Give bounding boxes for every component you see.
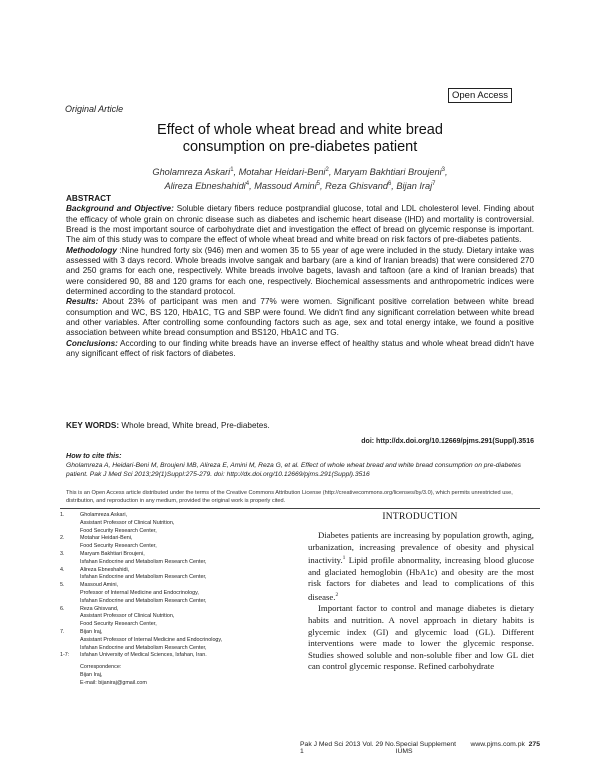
title-line-1: Effect of whole wheat bread and white bread [157, 122, 443, 138]
affiliation-line: Isfahan Endocrine and Metabolism Research Center, [80, 558, 207, 565]
background-text: Soluble dietary fibers reduce postprandial glucose, total and LDL cholesterol level. Finding about the efficacy of whole grain on chronic disease such as diabetes and ischemic heart disease (IHD) and mortality is controversial. Bread is the most important source of carbohydrate diet and investigation the effect of bread on glycemic response is important. The aim of this study was to compare the effect of whole wheat bread and white bread on risk factors of pre-diabetes patients. [66, 204, 534, 245]
author-name: Gholamreza Askari [152, 167, 231, 178]
author-affil-ref: 2 [325, 167, 329, 173]
affiliation-item [60, 606, 286, 629]
affiliation-line: Maryam Bakhtiari Broujeni, [80, 550, 145, 557]
affiliation-line: Bijan Iraj, [80, 628, 103, 635]
affiliation-line: Alireza Ebneshahidi, [80, 566, 130, 573]
author-name: Massoud Amini [254, 181, 317, 192]
abstract-results [66, 297, 534, 338]
correspondence-name: Bijan Iraj, [80, 671, 103, 678]
affiliation-item [60, 567, 286, 583]
affiliation-number: 1. [60, 512, 65, 518]
affiliation-line: Isfahan Endocrine and Metabolism Research Center, [80, 644, 207, 651]
background-label: Background and Objective: [66, 204, 174, 214]
intro-paragraph-2: Important factor to control and manage diabetes is dietary habits and nutrition. A novel approach in dietary habits is glycemic index (GI) and glycemic load (GL). Different interventions were made to lower the glycemic response. Studies showed soluble and non-soluble fiber and low GL diet can control glycemic response. Refined carbohydrate [308, 603, 534, 672]
affiliation-number: 7. [60, 628, 65, 635]
affiliation-number: 4. [60, 566, 65, 573]
methodology-text: :Nine hundred forty six (946) men and women 35 to 55 year of age were included in the study. Dietary intake was assessed with 3 days record. Whole breads involve sangak and barbary (are a kind of Iranian breads) that were considered 270 and 250 grams for each one, respectively. White breads involve bagets, lavash and taftoon (are a kind of Iranian breads) that were considered 90, 88 and 120 grams for each one, respectively. Biochemical assessments and anthropometric indices were determined according to the standard protocol. [66, 245, 534, 297]
author-name: Alireza Ebneshahidi [164, 181, 246, 192]
section-divider [60, 508, 540, 509]
affiliation-lines [80, 567, 206, 583]
affiliations [60, 512, 286, 688]
correspondence-email[interactable]: E-mail: bijaniraj@gmail.com [80, 679, 147, 686]
citation-text: Gholamreza A, Heidari-Beni M, Broujeni MB, Alireza E, Amini M, Reza G, et al. Effect of whole wheat bread and white bread consumption on pre-diabetes patient. Pak J Med Sci 2013;29(1)Suppl:275-279. doi: http://dx.doi.org/10.12669/pjms.291(Suppl).3516 [66, 462, 521, 478]
affiliation-line: Food Security Research Center, [80, 543, 157, 550]
affiliation-item [60, 582, 286, 605]
author-name: Motahar Heidari-Beni [238, 167, 326, 178]
affiliation-number: 5. [60, 582, 65, 589]
abstract-methodology [66, 246, 534, 298]
reference-marker: 2 [335, 591, 339, 598]
conclusions-label: Conclusions: [66, 338, 118, 348]
correspondence [80, 664, 286, 687]
license-text: This is an Open Access article distributed under the terms of the Creative Commons Attribution License (http://creativecommons.org/licenses/by/3.0), which permits unrestricted use, distribution, and reproduction in any medium, provided the original work is properly cited. [66, 490, 513, 504]
author-name: Bijan Iraj [396, 181, 433, 192]
author-line-1: Gholamreza Askari$^1$, Motahar Heidari-Beni$^2$, Maryam Bakhtiari Broujeni$^3$, [152, 167, 448, 178]
doi-link[interactable]: doi: http://dx.doi.org/10.12669/pjms.291(Suppl).3516 [361, 438, 534, 445]
intro-p1-text-b: Lipid profile abnormality, increasing blood glucose and glaciated hemoglobin (HbA1c) and obesity are the most risk factors for diabetes and lead to complications of this disease. [308, 555, 534, 602]
keywords-label: KEY WORDS: [66, 421, 120, 430]
keywords [66, 421, 534, 430]
affiliation-line: Gholamreza Askari, [80, 512, 128, 518]
article-type: Original Article [65, 104, 124, 114]
author-name: Maryam Bakhtiari Broujeni [333, 167, 442, 178]
intro-paragraph-1 [308, 530, 534, 603]
results-label: Results: [66, 297, 99, 307]
author-affil-ref: 1 [230, 167, 234, 173]
author-affil-ref: 4 [245, 181, 250, 188]
affiliation-number: 6. [60, 605, 65, 612]
affiliation-line: Food Security Research Center, [80, 621, 157, 628]
affiliation-line: Food Security Research Center, [80, 527, 157, 534]
page-number: 275 [528, 741, 540, 748]
methodology-label: Methodology [66, 245, 117, 255]
footer-supplement: Special Supplement IUMS [395, 741, 457, 755]
affiliation-lines [80, 606, 174, 629]
abstract-conclusions [66, 339, 534, 360]
paper-title [60, 122, 540, 156]
affiliation-line: Motahar Heidari-Beni, [80, 535, 133, 542]
author-affil-ref: 5 [316, 181, 320, 188]
affiliation-line: Professor of Internal Medicine and Endocrinology, [80, 589, 199, 596]
author-affil-ref: 3 [441, 167, 446, 173]
footer-url[interactable]: www.pjms.com.pk [470, 741, 525, 748]
affiliation-lines [80, 551, 206, 567]
results-text: About 23% of participant was men and 77% were women. Significant positive correlation between white bread consumption and WC, BS 120, HbA1C, TG and SBP were found. We didn't find any significant correlation between white bread and other variables. After controlling some confounding factors such as age, sex and total energy intake, we found a positive association between white bread consumption and BS120, HbA1C and TG. [66, 297, 534, 338]
affiliation-line: Reza Ghisvand, [80, 605, 119, 612]
affiliation-item [60, 652, 286, 660]
author-line-2: Alireza Ebneshahidi$^4$, Massoud Amini$^5$, Reza Ghisvand$^6$, Bijan Iraj$^7$ [164, 181, 436, 192]
intro-p1-text-a: Diabetes patients are increasing by population growth, aging, urbanization, increasing prevalence of obesity and physical inactivity. [308, 530, 534, 566]
abstract-heading: ABSTRACT [66, 194, 112, 203]
affiliation-line: Assistant Professor of Clinical Nutrition, [80, 613, 175, 620]
author-list [60, 164, 540, 192]
page-footer [300, 741, 540, 755]
affiliation-lines [80, 652, 207, 660]
affiliation-line: Isfahan Endocrine and Metabolism Research Center, [80, 574, 207, 581]
affiliation-lines [80, 512, 174, 535]
affiliation-line: Assistant Professor of Clinical Nutrition, [80, 519, 175, 526]
affiliation-line: Isfahan University of Medical Sciences, Isfahan, Iran. [80, 652, 207, 659]
affiliation-line: Isfahan Endocrine and Metabolism Research Center, [80, 597, 207, 604]
affiliation-line: Assistant Professor of Internal Medicine and Endocrinology, [80, 636, 223, 643]
correspondence-label: Correspondence: [80, 664, 122, 671]
affiliation-item [60, 629, 286, 652]
author-name: Reza Ghisvand [325, 181, 388, 192]
cite-heading: How to cite this: [66, 451, 122, 460]
open-access-badge: Open Access [448, 88, 512, 103]
title-line-2: consumption on pre-diabetes patient [182, 139, 418, 155]
affiliation-number: 3. [60, 550, 65, 557]
introduction-heading: INTRODUCTION [382, 512, 458, 522]
keywords-text: Whole bread, White bread, Pre-diabetes. [119, 421, 270, 430]
conclusions-text: According to our finding white breads have an inverse effect of healthy status and whole wheat bread didn't have any significant effect of risk factors of diabetes. [66, 338, 534, 359]
abstract-background [66, 204, 534, 245]
affiliation-line: Massoud Amini, [80, 582, 119, 589]
author-affil-ref: 6 [387, 181, 392, 188]
affiliation-number: 1-7: [60, 652, 70, 659]
affiliation-lines [80, 535, 157, 551]
affiliation-lines [80, 582, 206, 605]
affiliation-item [60, 551, 286, 567]
affiliation-item [60, 512, 286, 535]
footer-right [470, 741, 540, 755]
reference-marker: 1 [342, 555, 346, 562]
affiliation-number: 2. [60, 535, 65, 542]
footer-journal: Pak J Med Sci 2013 Vol. 29 No. 1 [300, 741, 396, 755]
author-affil-ref: 7 [432, 181, 436, 188]
abstract-section [66, 194, 534, 360]
introduction-body [308, 530, 534, 673]
affiliation-item [60, 535, 286, 551]
affiliation-lines [80, 629, 222, 652]
